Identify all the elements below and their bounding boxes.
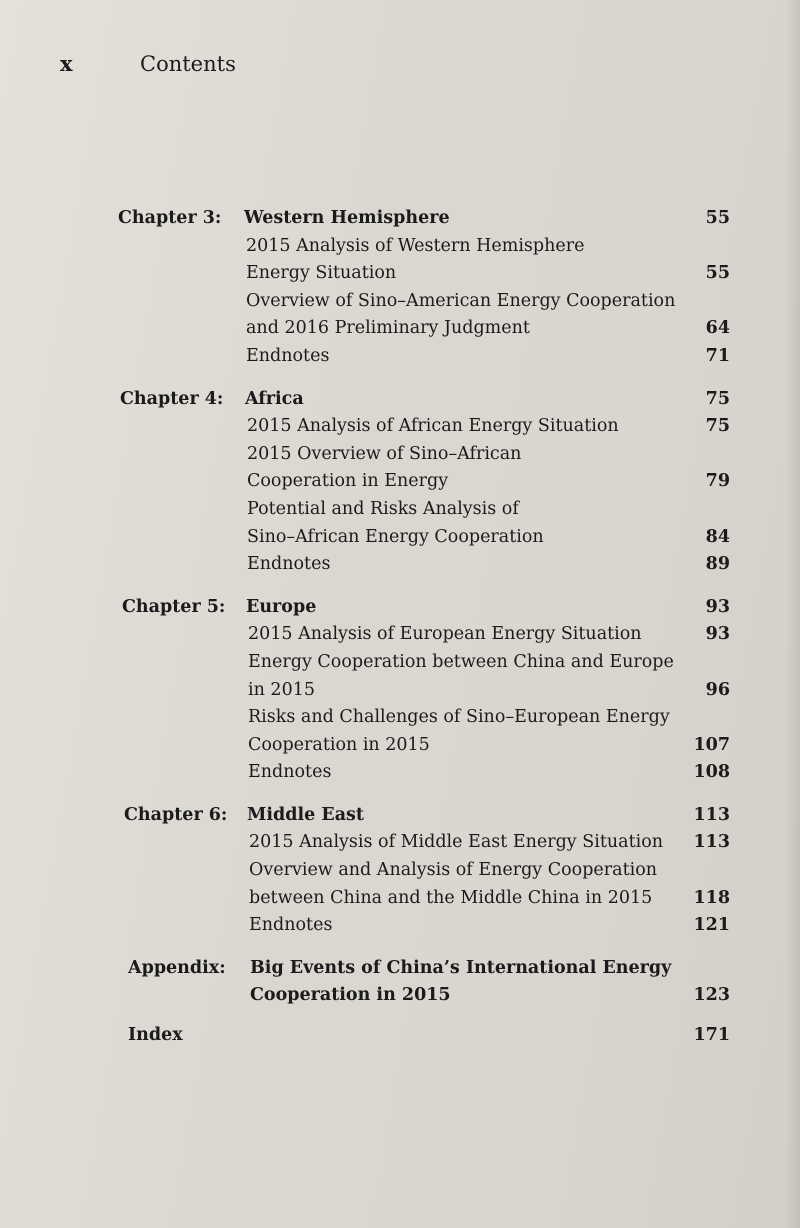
toc-entry-line bbox=[0, 233, 800, 261]
index-page-number: 171 bbox=[693, 1025, 730, 1046]
toc-entry-line bbox=[0, 441, 800, 469]
chapter-label: Chapter 6: bbox=[124, 804, 228, 825]
chapter-block bbox=[0, 205, 800, 371]
toc-entry-text[interactable]: Energy Situation bbox=[246, 263, 397, 284]
page-folio: x bbox=[60, 51, 73, 76]
chapter-heading-line bbox=[0, 386, 800, 414]
chapter-heading-line bbox=[0, 802, 800, 830]
chapter-label: Chapter 4: bbox=[120, 388, 224, 409]
toc-entry-line bbox=[0, 524, 800, 552]
chapter-title[interactable]: Western Hemisphere bbox=[244, 208, 450, 228]
toc-entry-page-number: 75 bbox=[705, 416, 730, 437]
chapter-page-number: 55 bbox=[705, 208, 730, 228]
toc-entry-text[interactable]: Endnotes bbox=[249, 915, 333, 936]
toc-entry-text[interactable]: Overview of Sino–American Energy Cooperation bbox=[246, 290, 676, 311]
toc-entry-line bbox=[0, 288, 800, 316]
toc-entry-page-number: 96 bbox=[705, 679, 730, 700]
index-block bbox=[0, 1022, 800, 1050]
chapter-page-number: 93 bbox=[705, 596, 730, 617]
toc-entry-text[interactable]: Potential and Risks Analysis of bbox=[247, 498, 519, 519]
toc-entry-page-number: 113 bbox=[693, 832, 730, 853]
toc-entry-page-number: 107 bbox=[693, 734, 730, 755]
toc-entry-line bbox=[0, 496, 800, 524]
toc-entry-text[interactable]: Overview and Analysis of Energy Cooperation bbox=[249, 860, 658, 881]
toc-entry-text[interactable]: between China and the Middle China in 2015 bbox=[249, 887, 653, 908]
toc-entry-page-number: 89 bbox=[705, 554, 730, 575]
toc-entry-text[interactable]: Energy Cooperation between China and Europe bbox=[248, 651, 674, 672]
toc-entry-line bbox=[0, 343, 800, 371]
toc-entry-line bbox=[0, 759, 800, 787]
appendix-line bbox=[0, 982, 800, 1010]
toc-entry-line bbox=[0, 468, 800, 496]
appendix-line bbox=[0, 955, 800, 983]
chapter-block bbox=[0, 386, 800, 579]
toc-entry-line bbox=[0, 857, 800, 885]
chapter-block bbox=[0, 802, 800, 940]
appendix-title[interactable]: Cooperation in 2015 bbox=[250, 985, 451, 1006]
toc-entry-text[interactable]: Sino–African Energy Cooperation bbox=[247, 526, 544, 547]
toc-entry-text[interactable]: 2015 Overview of Sino–African bbox=[247, 443, 522, 464]
toc-entry-text[interactable]: in 2015 bbox=[248, 679, 315, 700]
toc-entry-line bbox=[0, 677, 800, 705]
chapter-title[interactable]: Middle East bbox=[247, 804, 364, 825]
toc-entry-text[interactable]: Endnotes bbox=[247, 554, 331, 575]
appendix-label: Appendix: bbox=[128, 957, 226, 978]
chapter-heading-line bbox=[0, 594, 800, 622]
toc-entry-line bbox=[0, 260, 800, 288]
toc-entry-line bbox=[0, 621, 800, 649]
toc-entry-line bbox=[0, 829, 800, 857]
toc-entry-line bbox=[0, 551, 800, 579]
toc-entry-text[interactable]: Endnotes bbox=[248, 762, 332, 783]
toc-entry-page-number: 121 bbox=[693, 915, 730, 936]
toc-entry-text[interactable]: and 2016 Preliminary Judgment bbox=[246, 318, 530, 339]
chapter-title[interactable]: Europe bbox=[246, 596, 317, 617]
chapter-title[interactable]: Africa bbox=[245, 388, 304, 409]
toc-entry-page-number: 118 bbox=[693, 887, 730, 908]
toc-entry-line bbox=[0, 413, 800, 441]
index-line bbox=[0, 1022, 800, 1050]
toc-entry-text[interactable]: Cooperation in Energy bbox=[247, 471, 449, 492]
toc-entry-text[interactable]: Risks and Challenges of Sino–European Energy bbox=[248, 707, 670, 728]
index-label[interactable]: Index bbox=[128, 1025, 183, 1046]
toc-entry-page-number: 71 bbox=[705, 345, 730, 366]
toc-entry-line bbox=[0, 704, 800, 732]
toc-entry-line bbox=[0, 732, 800, 760]
chapter-heading-line bbox=[0, 205, 800, 233]
toc-entry-page-number: 79 bbox=[705, 471, 730, 492]
chapter-page-number: 75 bbox=[705, 388, 730, 409]
table-of-contents bbox=[0, 205, 800, 1050]
running-head-title: Contents bbox=[140, 52, 236, 76]
toc-entry-text[interactable]: Cooperation in 2015 bbox=[248, 734, 430, 755]
chapter-block bbox=[0, 594, 800, 787]
toc-entry-page-number: 64 bbox=[705, 318, 730, 339]
toc-entry-line bbox=[0, 885, 800, 913]
toc-entry-text[interactable]: Endnotes bbox=[246, 345, 330, 366]
toc-entry-page-number: 93 bbox=[705, 624, 730, 645]
toc-entry-text[interactable]: 2015 Analysis of European Energy Situation bbox=[248, 624, 642, 645]
appendix-page-number: 123 bbox=[693, 985, 730, 1006]
toc-entry-page-number: 84 bbox=[705, 526, 730, 547]
toc-entry-line bbox=[0, 649, 800, 677]
running-head bbox=[60, 50, 236, 78]
chapter-label: Chapter 5: bbox=[122, 596, 226, 617]
toc-entry-page-number: 108 bbox=[693, 762, 730, 783]
appendix-block bbox=[0, 955, 800, 1010]
appendix-title[interactable]: Big Events of China’s International Energy bbox=[250, 957, 672, 978]
toc-entry-page-number: 55 bbox=[705, 263, 730, 284]
chapter-page-number: 113 bbox=[693, 804, 730, 825]
toc-entry-line bbox=[0, 912, 800, 940]
chapter-label: Chapter 3: bbox=[118, 208, 222, 228]
toc-entry-text[interactable]: 2015 Analysis of African Energy Situation bbox=[247, 416, 619, 437]
toc-entry-text[interactable]: 2015 Analysis of Middle East Energy Situation bbox=[249, 832, 664, 853]
toc-entry-line bbox=[0, 315, 800, 343]
toc-entry-text[interactable]: 2015 Analysis of Western Hemisphere bbox=[246, 235, 585, 256]
